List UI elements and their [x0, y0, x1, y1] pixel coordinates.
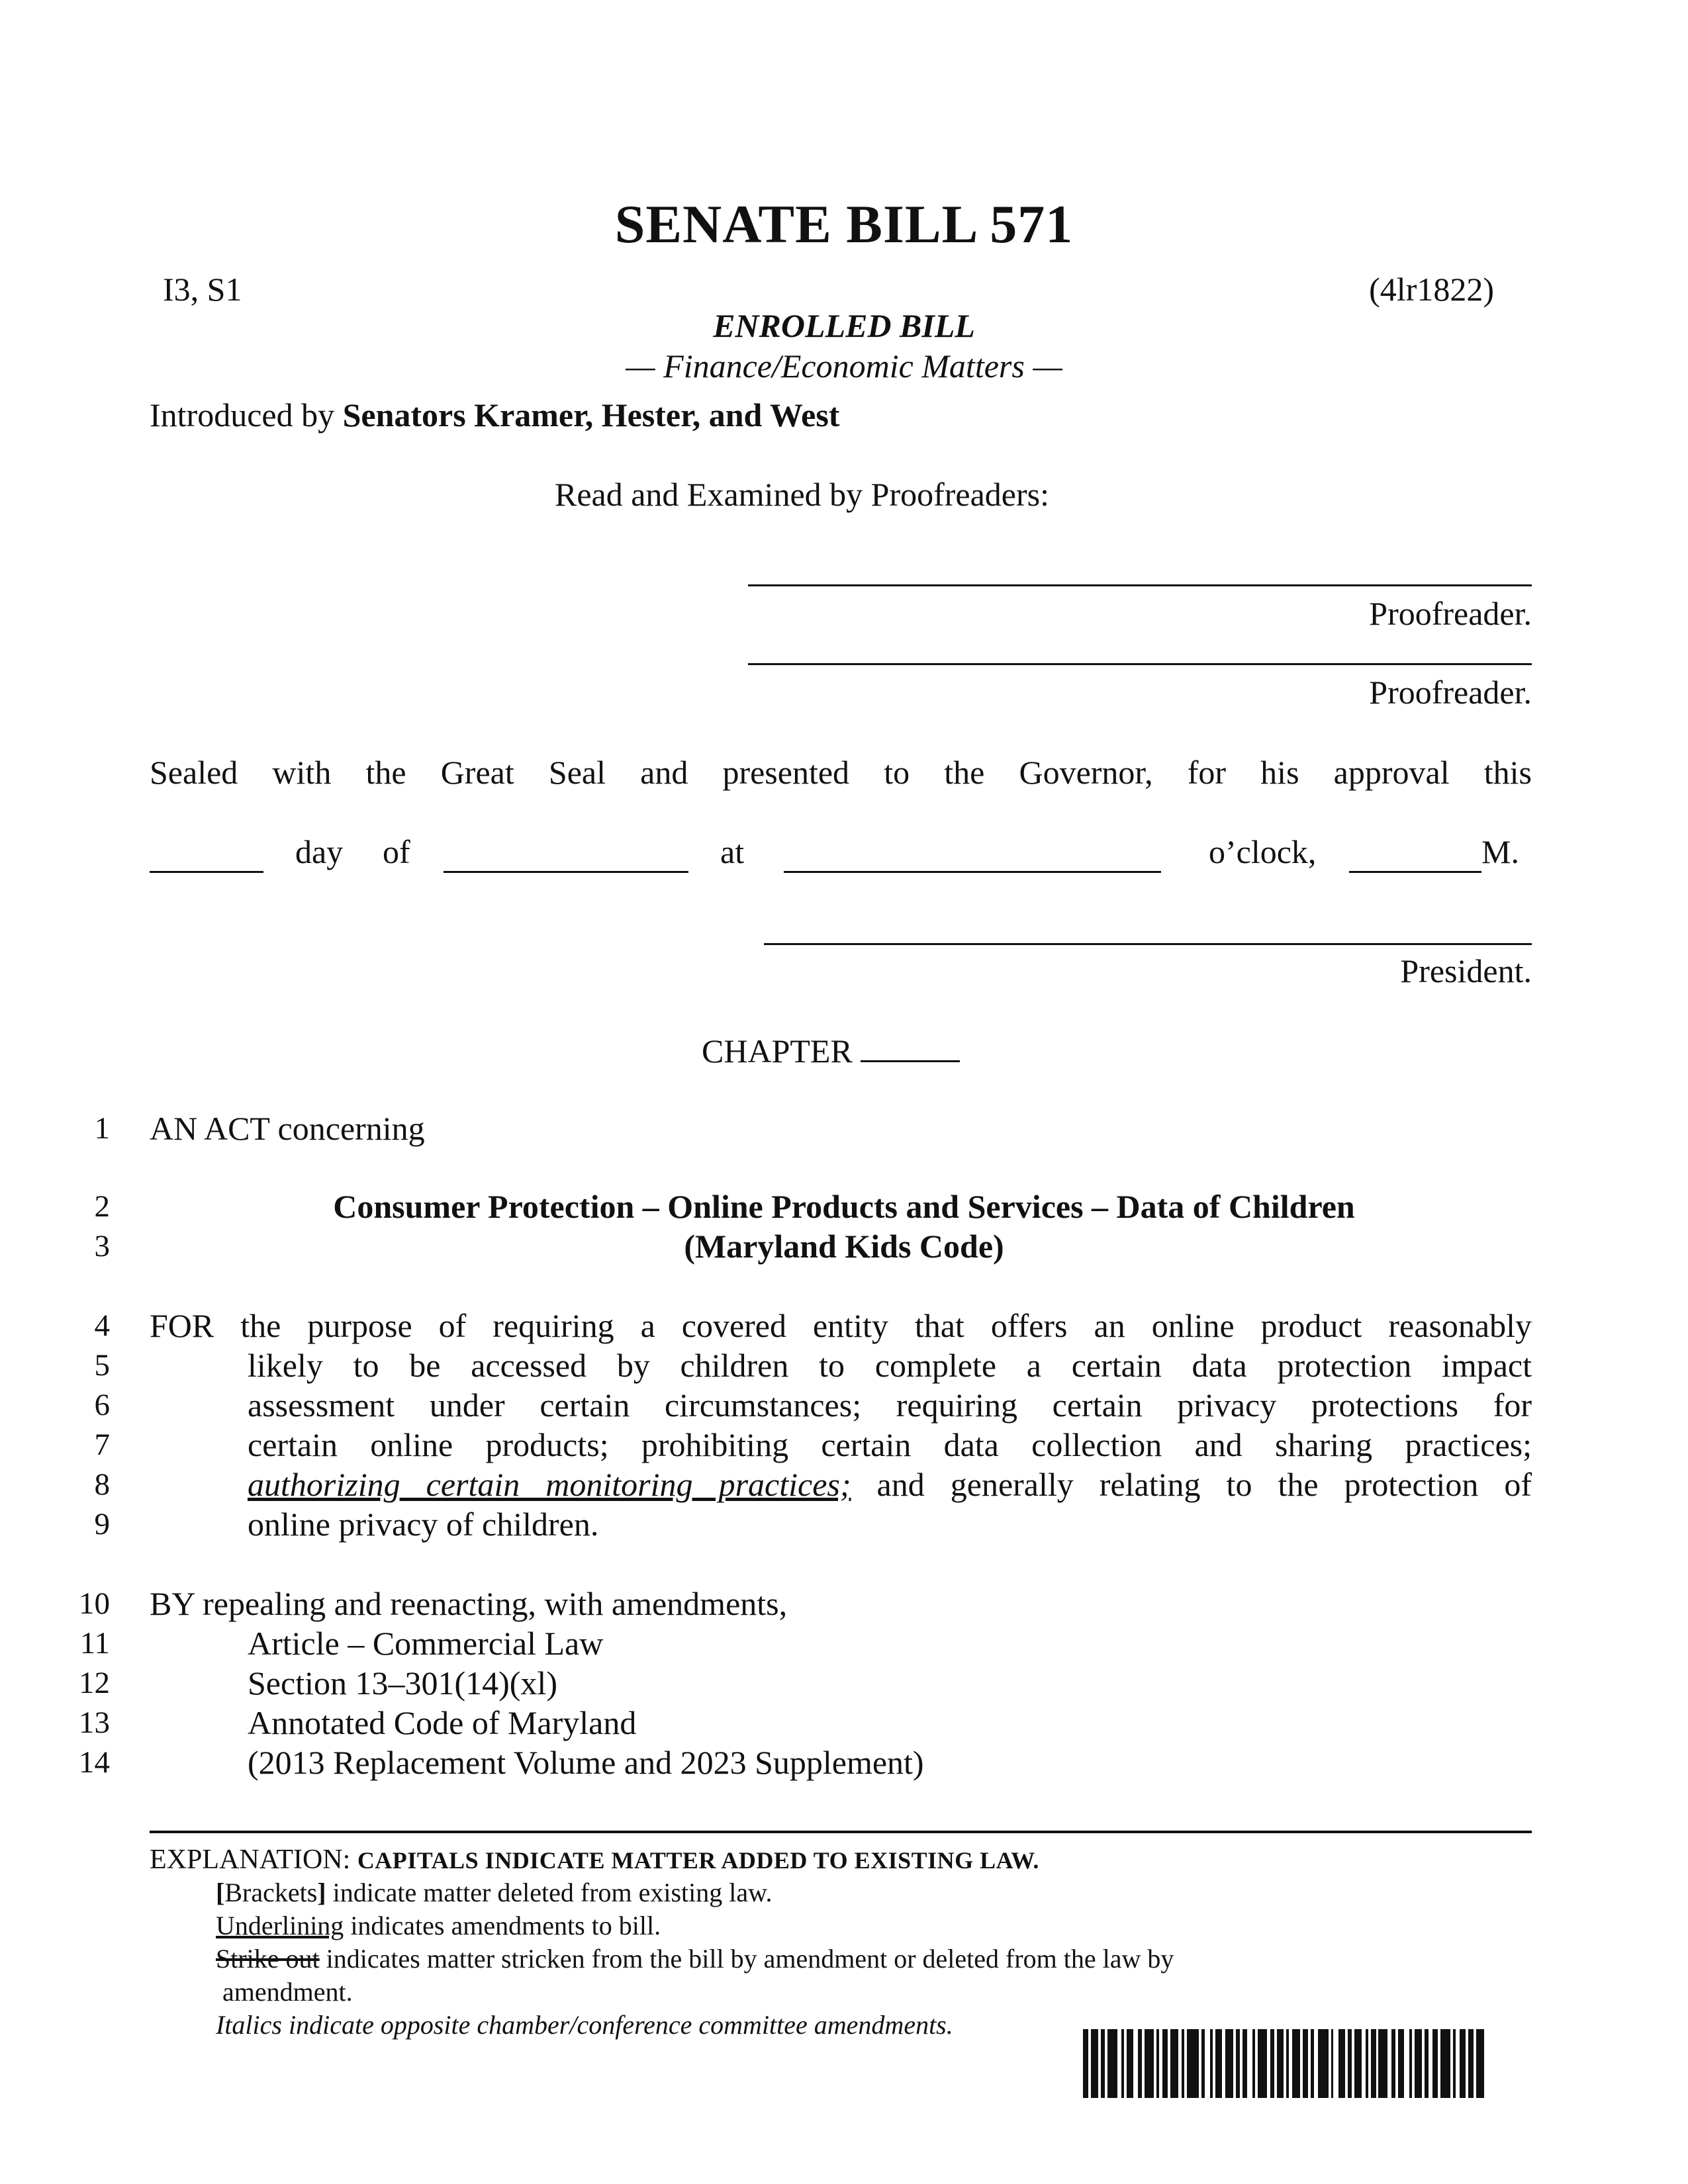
- introduced-by: [150, 396, 839, 434]
- seal-word: Sealed: [150, 754, 238, 791]
- barcode-bar: [1338, 2029, 1345, 2098]
- purpose-line: FOR the purpose of requiring a covered entity that offers an online product reasonably: [150, 1307, 1532, 1344]
- line-number: 6: [94, 1388, 110, 1422]
- purpose-line: assessment under certain circumstances; requiring certain privacy protections for: [248, 1387, 1532, 1424]
- barcode-bar: [1468, 2029, 1474, 2098]
- volume-line: (2013 Replacement Volume and 2023 Supplement): [248, 1744, 924, 1781]
- bracket-close: ]: [317, 1878, 326, 1907]
- barcode-bar: [1460, 2029, 1466, 2098]
- barcode-bar: [1277, 2029, 1284, 2098]
- barcode-bar: [1303, 2029, 1308, 2098]
- sealed-statement: [150, 753, 1532, 792]
- line-number: 9: [94, 1507, 110, 1541]
- explanation-label: EXPLANATION:: [150, 1844, 357, 1875]
- seal-word: approval: [1333, 754, 1450, 791]
- date-time-line: [150, 833, 1532, 879]
- line-number: 14: [79, 1745, 110, 1780]
- barcode-bar: [1145, 2029, 1154, 2098]
- chapter-label: CHAPTER: [702, 1032, 853, 1069]
- chapter-blank[interactable]: [861, 1031, 960, 1062]
- explanation-rule: [150, 1831, 1532, 1833]
- underlining-rest: indicates amendments to bill.: [344, 1911, 661, 1940]
- explanation-strike-cont: amendment.: [222, 1977, 353, 2007]
- of-label: of: [383, 833, 410, 870]
- proofreader-label-2: Proofreader.: [1369, 674, 1532, 711]
- line-number: 12: [79, 1666, 110, 1700]
- repeal-line: BY repealing and reenacting, with amendments,: [150, 1585, 788, 1622]
- purpose-line: certain online products; prohibiting certain data collection and sharing practices;: [248, 1426, 1532, 1463]
- barcode-bar: [1354, 2029, 1362, 2098]
- barcode-gap: [1247, 2029, 1252, 2098]
- proofreader-signature-line-1: [748, 584, 1532, 586]
- line-number: 13: [79, 1706, 110, 1740]
- purpose-line: [248, 1465, 1532, 1504]
- meridiem-blank[interactable]: [1349, 833, 1481, 873]
- chapter-line: [702, 1031, 960, 1070]
- proofreader-label-1: Proofreader.: [1369, 595, 1532, 632]
- act-title-line-1: Consumer Protection – Online Products and Services – Data of Children: [333, 1188, 1355, 1225]
- barcode-gap: [1133, 2029, 1139, 2098]
- seal-word: and: [640, 754, 688, 791]
- introduced-prefix: Introduced by: [150, 396, 343, 433]
- line-number: 1: [94, 1111, 110, 1146]
- barcode-bar: [1258, 2029, 1267, 2098]
- barcode-bar: [1415, 2029, 1423, 2098]
- seal-word: Great: [440, 754, 514, 791]
- seal-word: this: [1483, 754, 1532, 791]
- barcode-bar: [1378, 2029, 1387, 2098]
- barcode-bar: [1318, 2029, 1329, 2098]
- barcode-bar: [1440, 2029, 1451, 2098]
- line-number: 8: [94, 1467, 110, 1502]
- seal-word: the: [365, 754, 406, 791]
- purpose-line-rest: and generally relating to the protection of: [851, 1466, 1532, 1503]
- time-blank[interactable]: [784, 833, 1161, 873]
- line-number: 7: [94, 1428, 110, 1462]
- barcode-bar: [1091, 2029, 1099, 2098]
- brackets-rest: indicate matter deleted from existing law.: [326, 1878, 773, 1907]
- line-number: 2: [94, 1189, 110, 1224]
- day-blank[interactable]: [150, 833, 263, 873]
- explanation-strike: [216, 1943, 1174, 1974]
- barcode-bar: [1107, 2029, 1118, 2098]
- line-number: 10: [79, 1586, 110, 1621]
- subject-codes: I3, S1: [163, 271, 242, 308]
- act-title-line-2: (Maryland Kids Code): [684, 1228, 1004, 1265]
- barcode-bar: [1292, 2029, 1300, 2098]
- brackets-word: Brackets: [224, 1878, 318, 1907]
- strike-rest: indicates matter stricken from the bill by amendment or deleted from the law by: [319, 1944, 1174, 1974]
- barcode-bar: [1432, 2029, 1438, 2098]
- purpose-line: likely to be accessed by children to complete a certain data protection impact: [248, 1347, 1532, 1384]
- barcode-bar: [1187, 2029, 1198, 2098]
- section-line: Section 13–301(14)(xl): [248, 1664, 557, 1702]
- line-number: 5: [94, 1348, 110, 1383]
- barcode-bar: [1398, 2029, 1405, 2098]
- explanation-italics: Italics indicate opposite chamber/conference committee amendments.: [216, 2010, 953, 2040]
- barcode-gap: [1333, 2029, 1338, 2098]
- barcode-gap: [1404, 2029, 1409, 2098]
- enrolled-label: ENROLLED BILL: [713, 307, 975, 344]
- barcode-bar: [1243, 2029, 1248, 2098]
- code-line: Annotated Code of Maryland: [248, 1704, 637, 1741]
- sponsors: Senators Kramer, Hester, and West: [342, 396, 840, 433]
- strike-word: Strike out: [216, 1944, 320, 1974]
- article-line: Article – Commercial Law: [248, 1625, 604, 1662]
- purpose-line: online privacy of children.: [248, 1506, 599, 1543]
- m-label: M.: [1481, 833, 1519, 870]
- underlining-word: Underlining: [216, 1911, 344, 1940]
- seal-word: the: [944, 754, 985, 791]
- barcode-bar: [1225, 2029, 1233, 2098]
- seal-word: Governor,: [1019, 754, 1153, 791]
- barcode-gap: [1484, 2029, 1488, 2098]
- seal-word: his: [1260, 754, 1299, 791]
- line-number: 4: [94, 1308, 110, 1343]
- proofreader-signature-line-2: [748, 663, 1532, 665]
- barcode-gap: [1205, 2029, 1210, 2098]
- explanation-heading: [150, 1844, 1039, 1876]
- committee-line: — Finance/Economic Matters —: [626, 347, 1062, 385]
- explanation-underlining: [216, 1910, 661, 1941]
- seal-word: Seal: [548, 754, 606, 791]
- explanation-capitals: CAPITALS INDICATE MATTER ADDED TO EXISTING LAW.: [357, 1847, 1039, 1874]
- oclock-label: o’clock,: [1209, 833, 1317, 870]
- bracket-open: [: [216, 1878, 225, 1907]
- bill-title: SENATE BILL 571: [614, 194, 1074, 254]
- month-blank[interactable]: [444, 833, 688, 873]
- president-signature-line: [764, 943, 1532, 945]
- barcode: [1083, 2029, 1488, 2098]
- barcode-bar: [1371, 2029, 1376, 2098]
- seal-word: presented: [722, 754, 850, 791]
- president-label: President.: [1400, 952, 1532, 989]
- seal-word: with: [272, 754, 332, 791]
- amendment-text: authorizing certain monitoring practices;: [248, 1466, 851, 1503]
- seal-word: for: [1187, 754, 1227, 791]
- barcode-bar: [1162, 2029, 1168, 2098]
- day-label: day: [295, 833, 344, 870]
- file-number: (4lr1822): [1369, 271, 1494, 308]
- barcode-bar: [1476, 2029, 1484, 2098]
- barcode-bar: [1170, 2029, 1178, 2098]
- line-number: 3: [94, 1229, 110, 1263]
- barcode-bar: [1127, 2029, 1133, 2098]
- barcode-bar: [1083, 2029, 1088, 2098]
- at-label: at: [720, 833, 745, 870]
- act-concerning: AN ACT concerning: [150, 1110, 425, 1147]
- line-number: 11: [79, 1626, 110, 1661]
- explanation-brackets: [216, 1877, 772, 1908]
- barcode-bar: [1215, 2029, 1222, 2098]
- seal-word: to: [884, 754, 910, 791]
- proofreaders-heading: Read and Examined by Proofreaders:: [555, 476, 1049, 513]
